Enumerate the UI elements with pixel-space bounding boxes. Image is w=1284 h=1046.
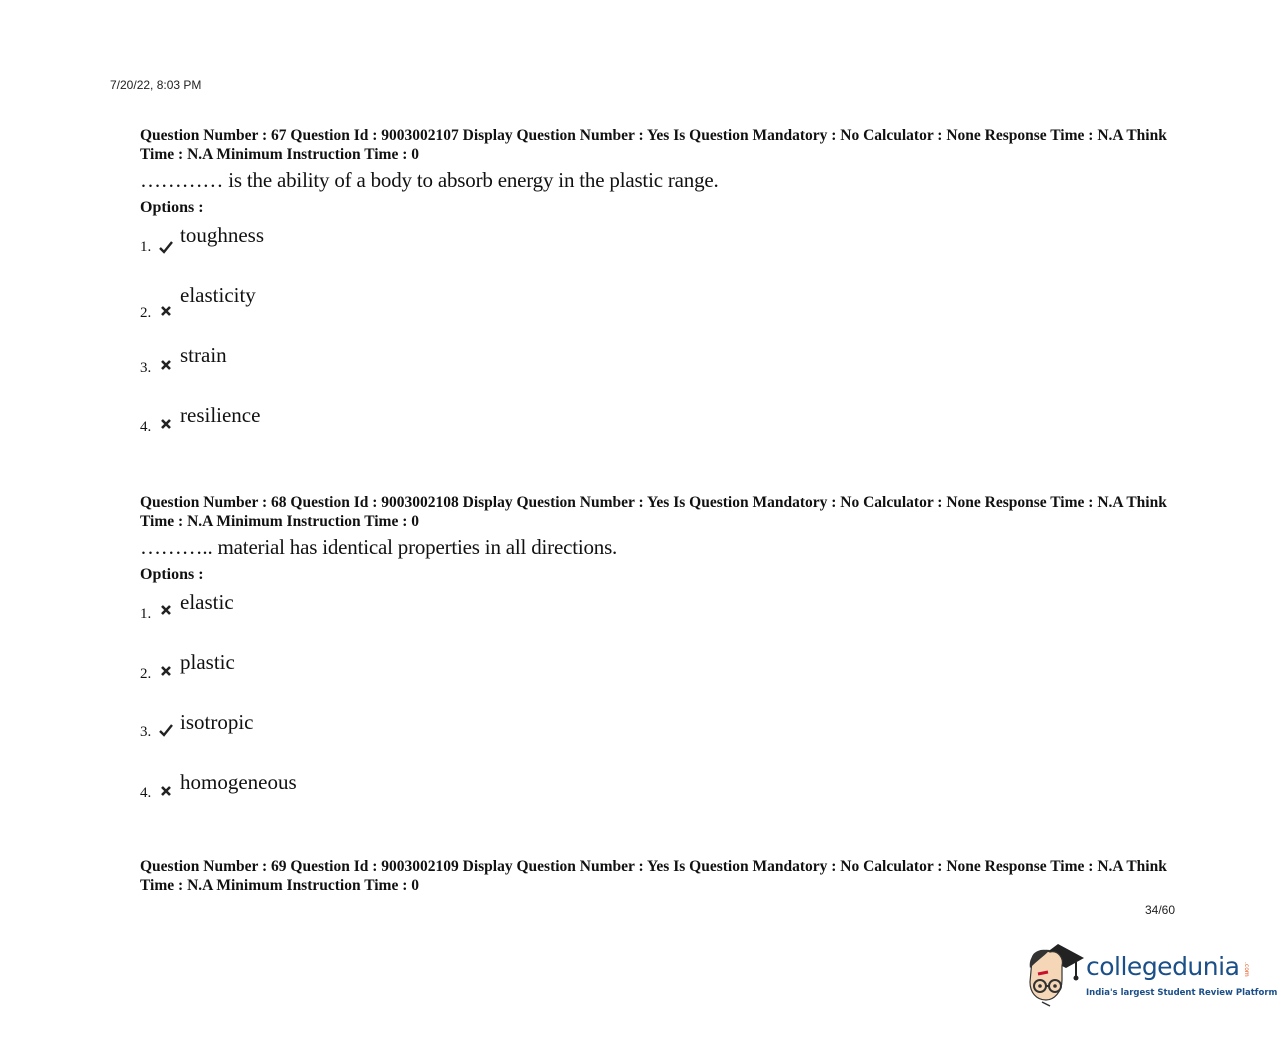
option-number: 2. [140, 666, 152, 682]
options-label: Options : [140, 566, 204, 583]
cross-icon [158, 303, 174, 319]
option-number: 4. [140, 785, 152, 801]
cross-icon [158, 783, 174, 799]
option-text: strain [180, 343, 227, 367]
option-text: homogeneous [180, 770, 297, 794]
mascot-icon [1024, 938, 1086, 1010]
option-4 [140, 403, 1170, 463]
question-stem: ……….. material has identical properties in all directions. [140, 535, 618, 559]
option-4 [140, 770, 1170, 830]
page-number: 34/60 [1145, 903, 1176, 917]
logo-tagline: India's largest Student Review Platform [1086, 988, 1278, 998]
option-text: resilience [180, 403, 261, 427]
options-label: Options : [140, 199, 204, 216]
option-number: 4. [140, 419, 152, 435]
option-number: 2. [140, 305, 152, 321]
options-list [140, 223, 1170, 463]
question-stem: ………… is the ability of a body to absorb energy in the plastic range. [140, 168, 719, 192]
logo-wordmark: collegedunia [1086, 952, 1240, 981]
option-text: toughness [180, 223, 264, 247]
cross-icon [158, 663, 174, 679]
print-timestamp: 7/20/22, 8:03 PM [110, 78, 202, 92]
logo-domain-suffix: .com [1243, 962, 1250, 977]
question-block-69 [140, 857, 1170, 895]
option-text: isotropic [180, 710, 254, 734]
cross-icon [158, 357, 174, 373]
option-text: plastic [180, 650, 235, 674]
cross-icon [158, 416, 174, 432]
option-number: 1. [140, 606, 152, 622]
option-3 [140, 710, 1170, 770]
option-text: elasticity [180, 283, 256, 307]
option-number: 3. [140, 724, 152, 740]
option-number: 3. [140, 360, 152, 376]
option-3 [140, 343, 1170, 403]
check-icon [158, 722, 174, 738]
option-2 [140, 283, 1170, 343]
question-meta: Question Number : 68 Question Id : 9003002108 Display Question Number : Yes Is Question Mandatory : No Calculator : None Response Time : N.A Think Time : N.A Minimum Instruction Time : 0 [140, 494, 1167, 530]
question-meta: Question Number : 69 Question Id : 9003002109 Display Question Number : Yes Is Question Mandatory : No Calculator : None Response Time : N.A Think Time : N.A Minimum Instruction Time : 0 [140, 858, 1167, 894]
option-number: 1. [140, 239, 152, 255]
option-1 [140, 590, 1170, 650]
option-1 [140, 223, 1170, 283]
options-list [140, 590, 1170, 830]
option-2 [140, 650, 1170, 710]
question-block-68 [140, 493, 1170, 830]
cross-icon [158, 602, 174, 618]
collegedunia-logo [1024, 938, 1278, 1010]
question-block-67 [140, 126, 1170, 463]
question-meta: Question Number : 67 Question Id : 9003002107 Display Question Number : Yes Is Question Mandatory : No Calculator : None Response Time : N.A Think Time : N.A Minimum Instruction Time : 0 [140, 127, 1167, 163]
check-icon [158, 239, 174, 255]
option-text: elastic [180, 590, 234, 614]
